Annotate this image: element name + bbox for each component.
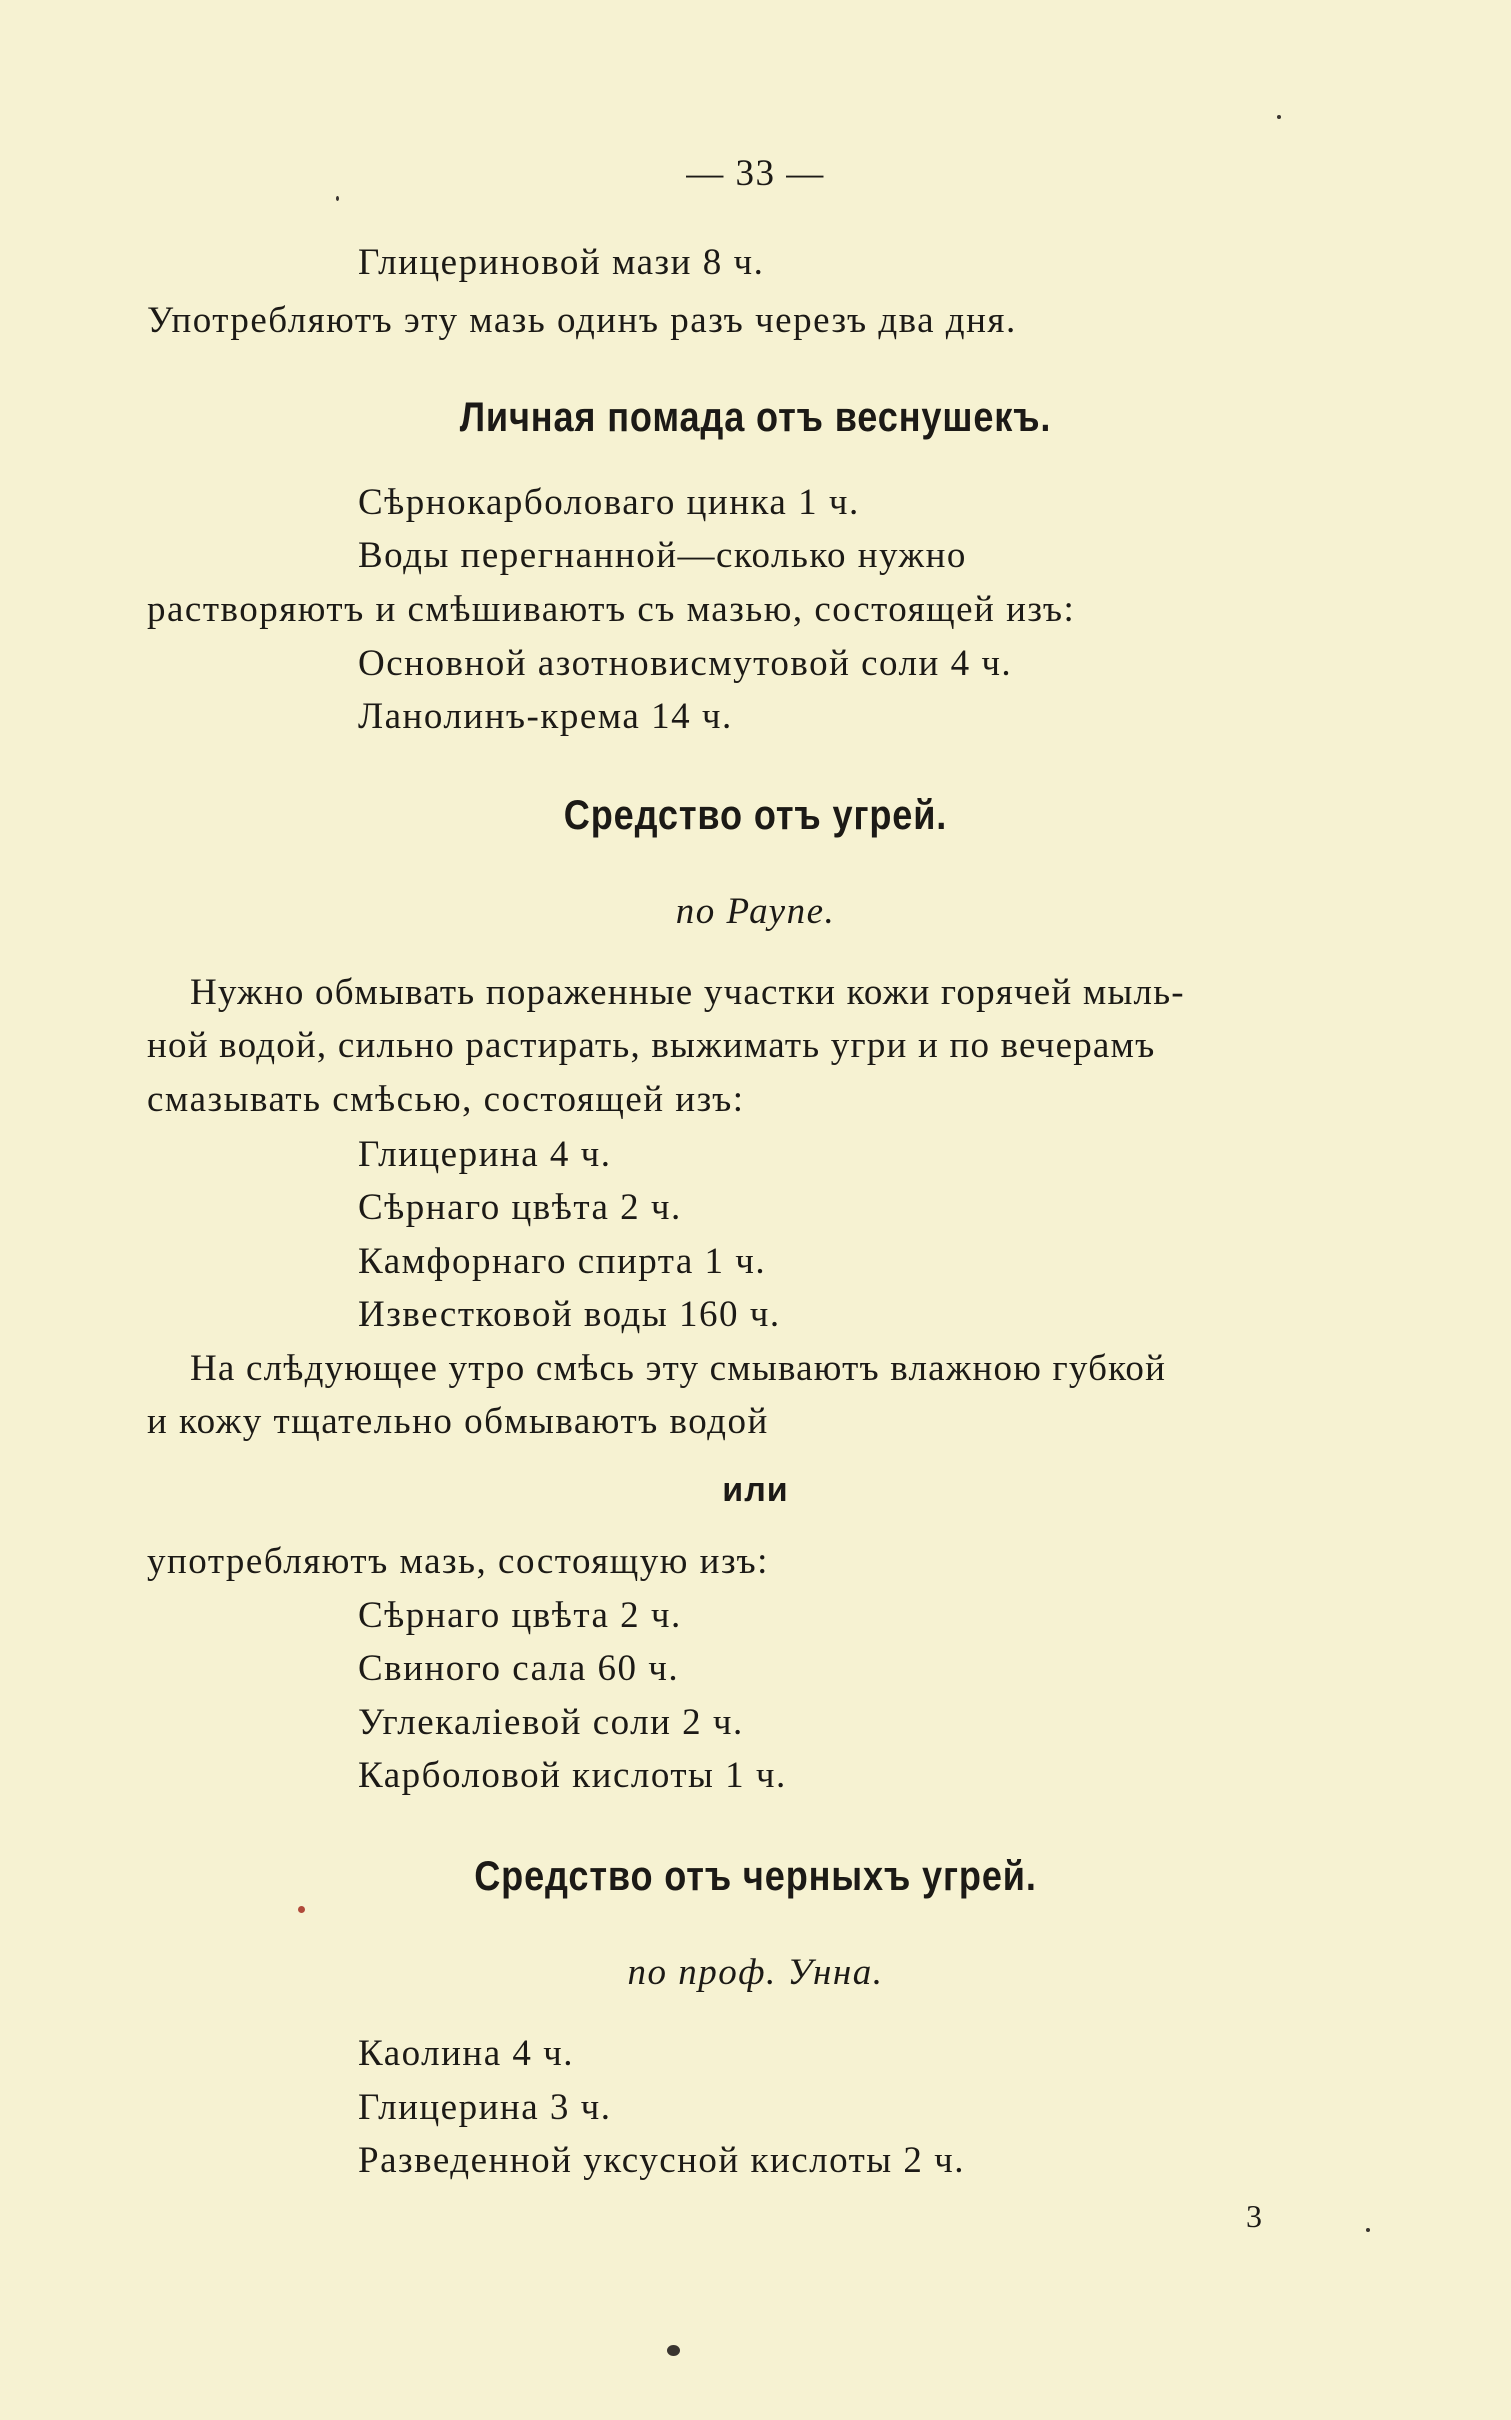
recipe-line: Основной азотновисмутовой соли 4 ч. [358, 643, 1013, 684]
recipe-line: Сѣрнаго цвѣта 2 ч. [358, 1187, 682, 1228]
text-line: Глицериновой мази 8 ч. [358, 242, 765, 283]
recipe-line: Камфорнаго спирта 1 ч. [358, 1241, 767, 1282]
section-heading-freckles: Личная помада отъ веснушекъ. [459, 393, 1052, 440]
paragraph-line: и кожу тщательно обмываютъ водой [147, 1401, 769, 1442]
paragraph-line: ной водой, сильно растирать, выжимать угри и по вечерамъ [147, 1025, 1156, 1066]
text-line: растворяютъ и смѣшиваютъ съ мазью, состоящей изъ: [147, 589, 1076, 630]
ink-speck [1277, 115, 1281, 119]
recipe-line: Глицерина 3 ч. [358, 2087, 612, 2128]
ink-speck [667, 2345, 680, 2356]
recipe-line: Воды перегнанной—сколько нужно [358, 535, 967, 576]
ink-speck [336, 196, 339, 201]
paragraph-line: Нужно обмывать пораженные участки кожи горячей мыль- [190, 972, 1185, 1013]
or-separator: или [722, 1471, 789, 1509]
ink-speck [298, 1906, 305, 1913]
paragraph-line: смазывать смѣсью, состоящей изъ: [147, 1079, 745, 1120]
section-author: по проф. Унна. [627, 1952, 884, 1993]
recipe-line: Карболовой кислоты 1 ч. [358, 1755, 787, 1796]
recipe-line: Свиного сала 60 ч. [358, 1648, 680, 1689]
recipe-line: Глицерина 4 ч. [358, 1134, 612, 1175]
recipe-line: Каолина 4 ч. [358, 2033, 574, 2074]
text-line: употребляютъ мазь, состоящую изъ: [147, 1541, 769, 1582]
recipe-line: Углекаліевой соли 2 ч. [358, 1702, 744, 1743]
page-number: — 33 — [686, 153, 825, 194]
paragraph-line: На слѣдующее утро смѣсь эту смываютъ влажною губкой [190, 1348, 1167, 1389]
recipe-line: Известковой воды 160 ч. [358, 1294, 781, 1335]
recipe-line: Сѣрнокарболоваго цинка 1 ч. [358, 482, 860, 523]
ink-speck [1366, 2228, 1370, 2232]
signature-mark: 3 [1246, 2198, 1264, 2234]
recipe-line: Сѣрнаго цвѣта 2 ч. [358, 1595, 682, 1636]
section-heading-acne: Средство отъ угрей. [563, 791, 948, 838]
text-line: Употребляютъ эту мазь одинъ разъ черезъ два дня. [147, 300, 1017, 341]
section-heading-blackheads: Средство отъ черныхъ угрей. [474, 1852, 1037, 1899]
section-author: по Раупе. [675, 891, 836, 932]
recipe-line: Ланолинъ-крема 14 ч. [358, 696, 733, 737]
recipe-line: Разведенной уксусной кислоты 2 ч. [358, 2140, 966, 2181]
